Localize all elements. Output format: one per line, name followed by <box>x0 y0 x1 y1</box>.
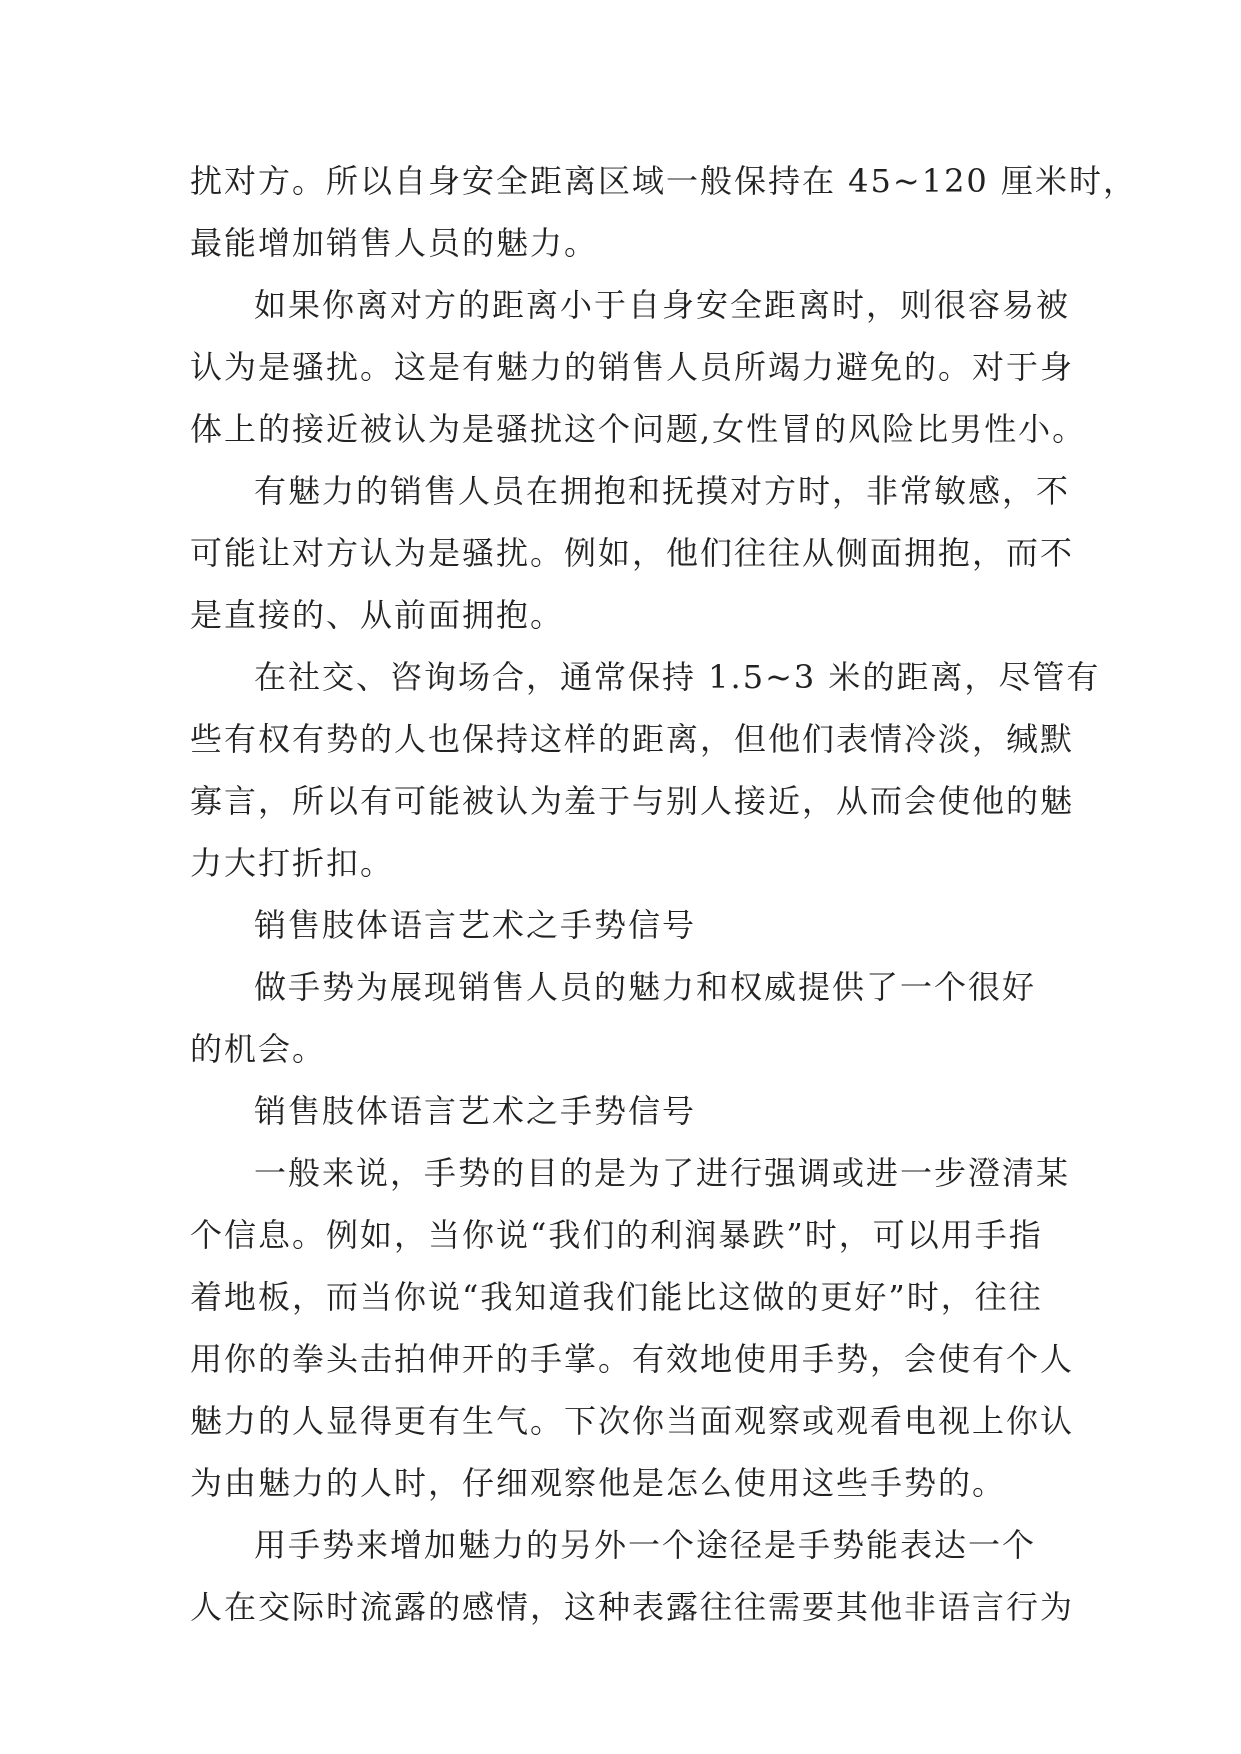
text-line: 魅力的人显得更有生气。下次你当面观察或观看电视上你认 <box>190 1402 1075 1440</box>
paragraph-start-line: 做手势为展现销售人员的魅力和权威提供了一个很好 <box>254 968 1037 1006</box>
text-line: 寡言，所以有可能被认为羞于与别人接近，从而会使他的魅 <box>190 782 1075 820</box>
text-line: 扰对方。所以自身安全距离区域一般保持在 45~120 厘米时， <box>190 162 1137 200</box>
text-line: 为由魅力的人时，仔细观察他是怎么使用这些手势的。 <box>190 1464 1007 1502</box>
paragraph-start-line: 如果你离对方的距离小于自身安全距离时，则很容易被 <box>254 286 1071 324</box>
text-line: 可能让对方认为是骚扰。例如，他们往往从侧面拥抱，而不 <box>190 534 1075 572</box>
paragraph-start-line: 用手势来增加魅力的另外一个途径是手势能表达一个 <box>254 1526 1037 1564</box>
paragraph-start-line: 一般来说，手势的目的是为了进行强调或进一步澄清某 <box>254 1154 1071 1192</box>
text-line: 个信息。例如，当你说“我们的利润暴跌”时，可以用手指 <box>190 1216 1043 1254</box>
paragraph-start-line: 在社交、咨询场合，通常保持 1.5~3 米的距离，尽管有 <box>254 658 1101 696</box>
text-line: 用你的拳头击拍伸开的手掌。有效地使用手势，会使有个人 <box>190 1340 1075 1378</box>
section-heading: 销售肢体语言艺术之手势信号 <box>254 906 697 944</box>
text-line: 些有权有势的人也保持这样的距离，但他们表情冷淡，缄默 <box>190 720 1075 758</box>
section-heading: 销售肢体语言艺术之手势信号 <box>254 1092 697 1130</box>
text-line: 的机会。 <box>190 1030 327 1068</box>
paragraph-start-line: 有魅力的销售人员在拥抱和抚摸对方时，非常敏感，不 <box>254 472 1071 510</box>
text-line: 是直接的、从前面拥抱。 <box>190 596 565 634</box>
text-line: 认为是骚扰。这是有魅力的销售人员所竭力避免的。对于身 <box>190 348 1075 386</box>
text-line: 人在交际时流露的感情，这种表露往往需要其他非语言行为 <box>190 1588 1075 1626</box>
text-line: 体上的接近被认为是骚扰这个问题,女性冒的风险比男性小。 <box>190 410 1087 448</box>
text-line: 力大打折扣。 <box>190 844 395 882</box>
text-line: 着地板，而当你说“我知道我们能比这做的更好”时，往往 <box>190 1278 1043 1316</box>
text-line: 最能增加销售人员的魅力。 <box>190 224 599 262</box>
